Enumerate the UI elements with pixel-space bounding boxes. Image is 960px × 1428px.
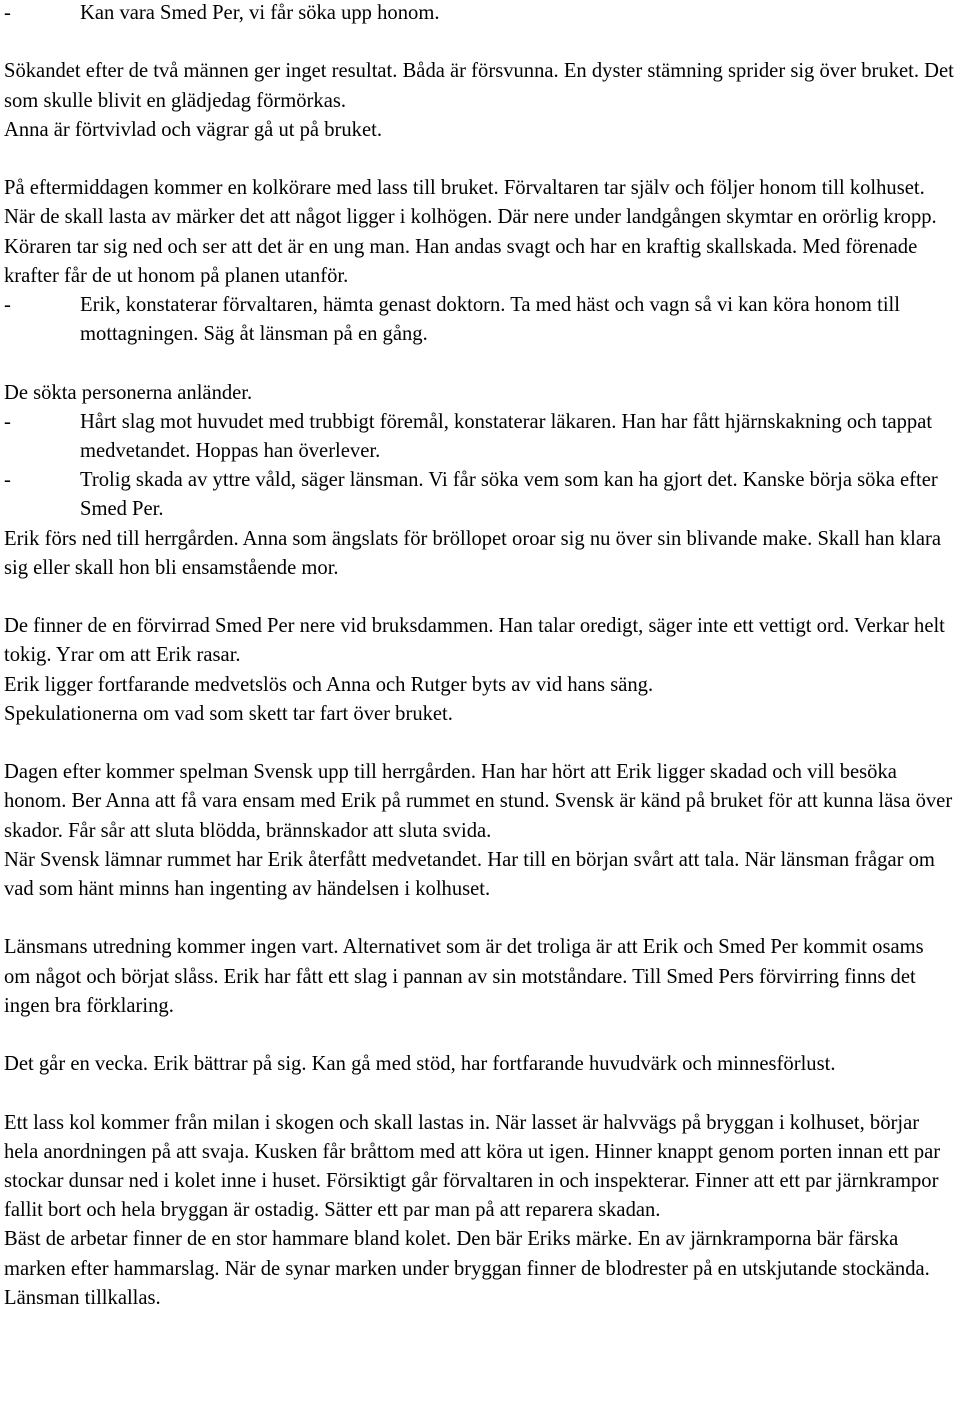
paragraph: Ett lass kol kommer från milan i skogen och skall lastas in. När lasset är halvvägs på bryggan i kolhuset, börjar hela anordningen på att svaja. Kusken får bråttom med att köra ut igen. Hinner knappt genom porten innan ett par stockar dunsar ned i kolet inne i huset. Försiktigt går förvaltaren in och inspekterar. Finner att ett par järnkrampor fallit bort och hela bryggan är ostadig. Sätter ett par man på att reparera skadan. xyxy=(4,1111,941,1222)
paragraph-gap xyxy=(4,904,954,933)
paragraph-gap xyxy=(4,729,954,758)
paragraph-gap xyxy=(4,145,954,174)
document-page xyxy=(4,0,954,1313)
dialogue-line: - Hårt slag mot huvudet med trubbigt föremål, konstaterar läkaren. Han har fått hjärnskakning och tappat medvetandet. Hoppas han överlever. xyxy=(4,408,954,466)
paragraph: Anna är förtvivlad och vägrar gå ut på bruket. xyxy=(4,118,382,141)
paragraph: Erik förs ned till herrgården. Anna som ängslats för bröllopet oroar sig nu över sin blivande make. Skall han klara sig eller skall hon bli ensamstående mor. xyxy=(4,527,941,579)
paragraph: De sökta personerna anländer. xyxy=(4,381,253,404)
paragraph: När Svensk lämnar rummet har Erik återfått medvetandet. Har till en början svårt att tala. När länsman frågar om vad som hänt minns han ingenting av händelsen i kolhuset. xyxy=(4,848,935,901)
paragraph: Dagen efter kommer spelman Svensk upp till herrgården. Han har hört att Erik ligger skadad och vill besöka honom. Ber Anna att få vara ensam med Erik på rummet en stund. Svensk är känd på bruket för att kunna läsa över skador. Får sår att sluta blödda, brännskador att sluta svida. xyxy=(4,761,953,842)
paragraph-gap xyxy=(4,1021,954,1050)
paragraph-gap xyxy=(4,1079,954,1108)
paragraph-gap xyxy=(4,583,954,612)
paragraph: Sökandet efter de två männen ger inget resultat. Båda är försvunna. En dyster stämning sprider sig över bruket. Det som skulle blivit en glädjedag förmörkas. xyxy=(4,60,954,112)
paragraph: På eftermiddagen kommer en kolkörare med lass till bruket. Förvaltaren tar själv och följer honom till kolhuset. När de skall lasta av märker det att något ligger i kolhögen. Där nere under landgången skymtar en orörlig kropp. Köraren tar sig ned och ser att det är en ung man. Han andas svagt och har en kraftig skallskada. Med förenade krafter får de ut honom på planen utanför. xyxy=(4,177,937,287)
paragraph-gap xyxy=(4,28,954,57)
dialogue-line: - Erik, konstaterar förvaltaren, hämta genast doktorn. Ta med häst och vagn så vi kan köra honom till mottagningen. Säg åt länsman på en gång. xyxy=(4,291,954,349)
paragraph: Spekulationerna om vad som skett tar fart över bruket. xyxy=(4,702,453,725)
dialogue-line: - Trolig skada av yttre våld, säger länsman. Vi får söka vem som kan ha gjort det. Kanske börja söka efter Smed Per. xyxy=(4,466,954,524)
paragraph: Länsmans utredning kommer ingen vart. Alternativet som är det troliga är att Erik och Smed Per kommit osams om något och börjat slåss. Erik har fått ett slag i pannan av sin motståndare. Till Smed Pers förvirring finns det ingen bra förklaring. xyxy=(4,936,924,1017)
paragraph: De finner de en förvirrad Smed Per nere vid bruksdammen. Han talar oredigt, säger inte ett vettigt ord. Verkar helt tokig. Yrar om att Erik rasar. xyxy=(4,615,945,667)
dialogue-line: - Kan vara Smed Per, vi får söka upp honom. xyxy=(4,0,954,28)
paragraph: Det går en vecka. Erik bättrar på sig. Kan gå med stöd, har fortfarande huvudvärk och minnesförlust. xyxy=(4,1053,836,1076)
paragraph-gap xyxy=(4,349,954,378)
paragraph: Bäst de arbetar finner de en stor hammare bland kolet. Den bär Eriks märke. En av järnkramporna bär färska marken efter hammarslag. När de synar marken under bryggan finner de blodrester på en utskjutande stockända. Länsman tillkallas. xyxy=(4,1228,930,1309)
paragraph: Erik ligger fortfarande medvetslös och Anna och Rutger byts av vid hans säng. xyxy=(4,673,654,696)
